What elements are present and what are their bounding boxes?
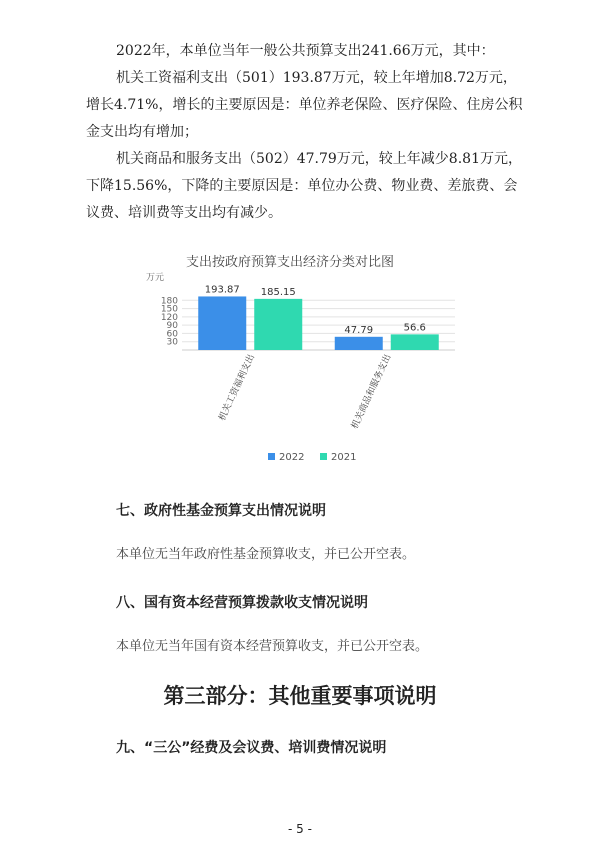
page-number: - 5 - — [288, 822, 312, 836]
data-label: 193.87 — [204, 284, 240, 296]
part-3-title: 第三部分：其他重要事项说明 — [163, 684, 437, 708]
legend-label: 2022 — [279, 452, 305, 463]
legend-swatch-2022 — [268, 453, 275, 460]
category-label: 机关商品和服务支出 — [350, 353, 394, 431]
y-tick-label: 90 — [166, 321, 178, 332]
paragraph-501: 机关工资福利支出（501）193.87万元，较上年增加8.72万元，增长4.71%，增长的主要原因是：单位养老保险、医疗保险、住房公积金支出均有增加； — [86, 70, 523, 140]
y-tick-label: 150 — [160, 304, 178, 315]
y-tick-label: 180 — [160, 296, 178, 307]
section-8-text: 本单位无当年国有资本经营预算收支，并已公开空表。 — [116, 639, 429, 654]
paragraph-502: 机关商品和服务支出（502）47.79万元，较上年减少8.81万元，下降15.56%，下降的主要原因是：单位办公费、物业费、差旅费、会议费、培训费等支出均有减少。 — [86, 151, 522, 221]
bar-2021-1 — [254, 299, 302, 350]
legend-label: 2021 — [331, 452, 357, 463]
section-8-title: 八、国有资本经营预算拨款收支情况说明 — [116, 595, 368, 611]
y-tick-label: 30 — [166, 337, 178, 348]
chart-category-labels — [216, 352, 394, 430]
chart-title: 支出按政府预算支出经济分类对比图 — [185, 255, 395, 270]
data-label: 56.6 — [403, 322, 426, 334]
data-label: 185.15 — [260, 286, 296, 298]
y-tick-label: 60 — [166, 329, 178, 340]
bar-2022-2 — [335, 337, 383, 350]
legend-swatch-2021 — [320, 453, 327, 460]
chart-y-ticks — [161, 296, 178, 347]
section-9-title: 九、“三公”经费及会议费、培训费情况说明 — [116, 740, 387, 756]
chart-legend — [268, 452, 356, 463]
section-7-text: 本单位无当年政府性基金预算收支，并已公开空表。 — [116, 547, 416, 562]
data-label: 47.79 — [344, 324, 374, 336]
bar-2022-1 — [198, 296, 246, 350]
y-tick-label: 120 — [160, 312, 178, 323]
category-label: 机关工资福利支出 — [217, 353, 257, 423]
budget-comparison-chart — [140, 250, 460, 475]
chart-y-axis-unit: 万元 — [146, 273, 165, 283]
paragraph-total: 2022年，本单位当年一般公共预算支出241.66万元，其中： — [116, 43, 495, 59]
section-7-title: 七、政府性基金预算支出情况说明 — [116, 503, 326, 519]
bar-2021-2 — [391, 334, 439, 350]
